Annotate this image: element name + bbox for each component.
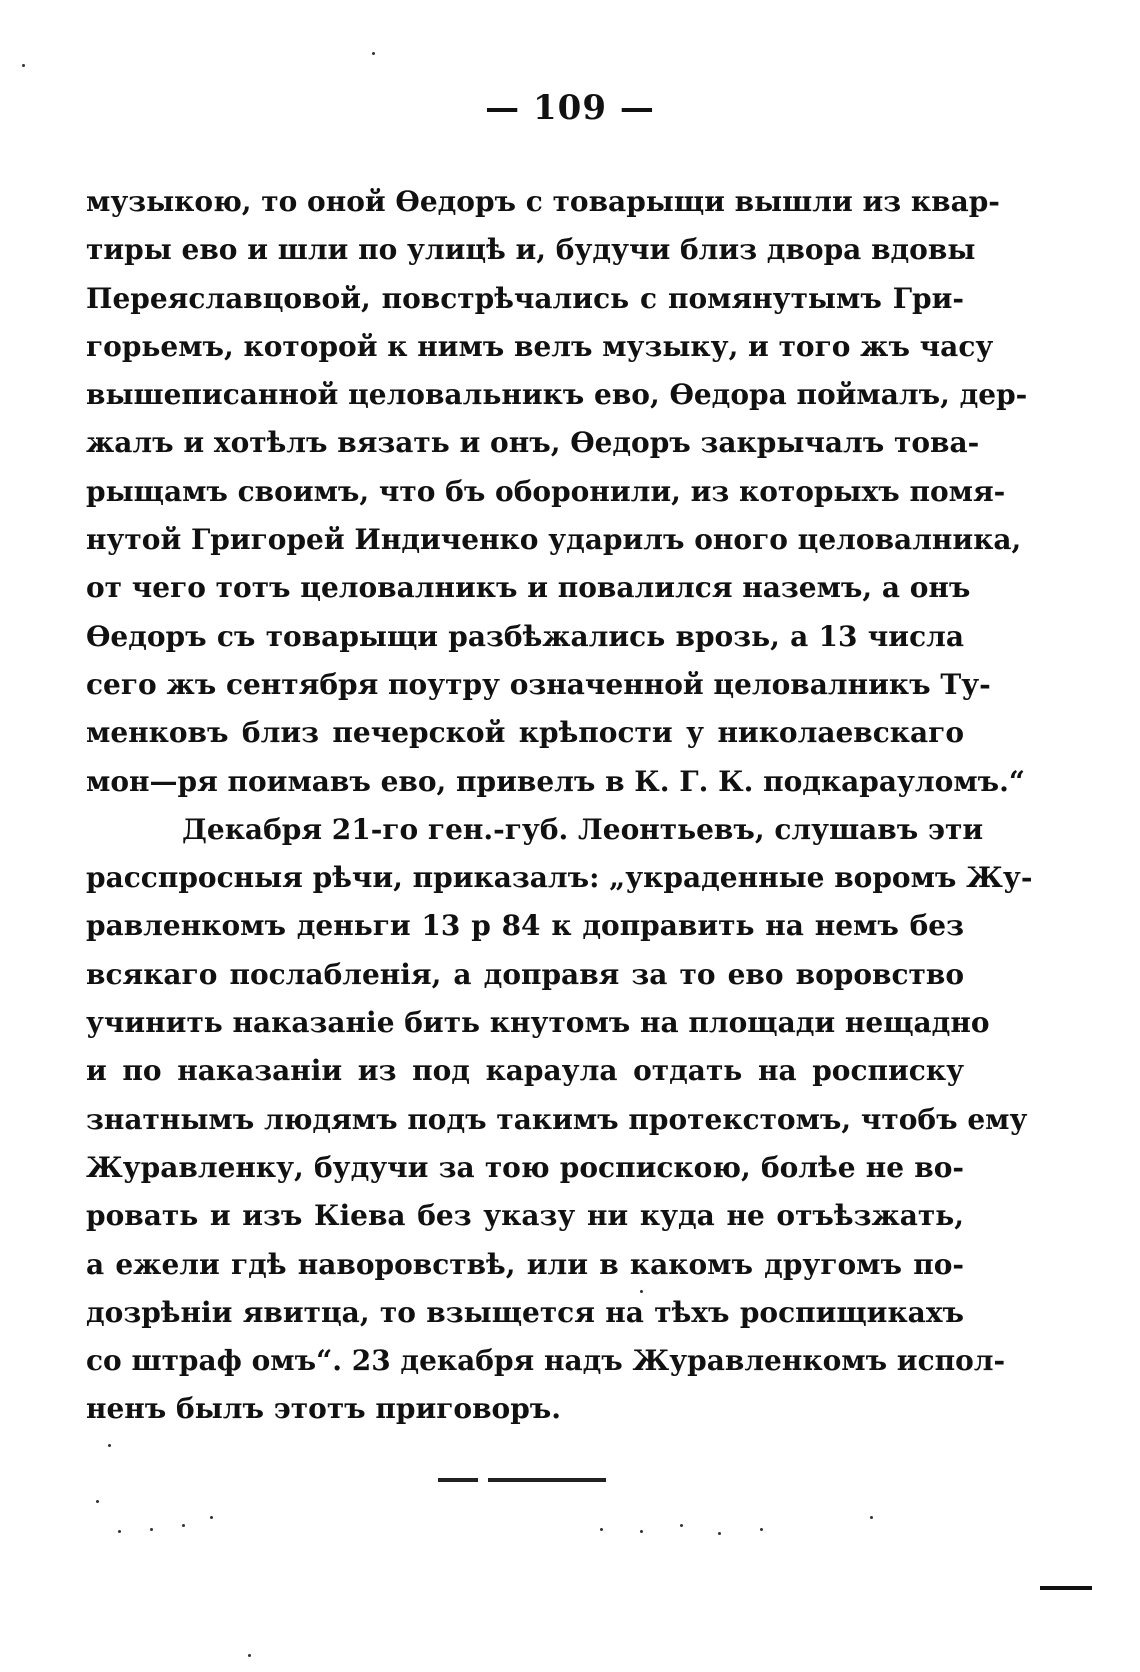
scan-speck <box>372 52 375 55</box>
scan-speck <box>210 1516 213 1519</box>
scan-speck <box>760 1528 763 1531</box>
scan-speck <box>600 1528 603 1531</box>
scan-speck <box>640 1290 643 1293</box>
scan-speck <box>870 1516 873 1519</box>
text-line: горьемъ, которой к нимъ велъ музыку, и того жъ часу <box>86 329 994 363</box>
text-line: тиры ево и шли по улицѣ и, будучи близ двора вдовы <box>86 233 976 267</box>
page-number: — 109 — <box>485 88 655 128</box>
text-line: рыщамъ своимъ, что бъ оборонили, из которыхъ помя- <box>86 474 1006 508</box>
scan-speck <box>680 1524 683 1527</box>
scan-speck <box>118 1530 121 1533</box>
body-text <box>86 178 1033 1434</box>
scan-speck <box>96 1500 99 1503</box>
scan-speck <box>248 1654 251 1657</box>
paragraph-last-line: ненъ былъ этотъ приговоръ. <box>86 1392 562 1426</box>
text-line: знатнымъ людямъ подъ такимъ протекстомъ, чтобъ ему <box>86 1102 1028 1136</box>
text-line: ровать и изъ Кіева без указу ни куда не отъѣзжать, <box>86 1199 964 1233</box>
text-line: равленкомъ деньги 13 р 84 к доправить на немъ без <box>86 909 964 943</box>
scan-speck <box>22 64 25 67</box>
scan-speck <box>108 1444 111 1447</box>
text-line: сего жъ сентября поутру означенной целовалникъ Ту- <box>86 667 991 701</box>
text-line: жалъ и хотѣлъ вязать и онъ, Өедоръ закрычалъ това- <box>86 426 980 460</box>
scan-speck <box>718 1532 721 1535</box>
paragraph-first-line: Декабря 21-го ген.-губ. Леонтьевъ, слушавъ эти <box>182 812 984 846</box>
text-line: всякаго послабленія, а доправя за то ево воровство <box>86 957 964 991</box>
text-line: а ежели гдѣ наворовствѣ, или в какомъ другомъ по- <box>86 1247 964 1281</box>
text-line: мон—ря поимавъ ево, привелъ в К. Г. К. подкарауломъ.“ <box>86 764 1025 798</box>
corner-dash <box>1040 1586 1092 1590</box>
section-end-rule <box>438 1478 606 1482</box>
text-line: учинить наказаніе бить кнутомъ на площади нещадно <box>86 1006 990 1040</box>
text-line: со штраф омъ“. 23 декабря надъ Журавленкомъ испол- <box>86 1344 1006 1378</box>
text-line: и по наказаніи из под караула отдать на росписку <box>86 1054 964 1088</box>
text-line: дозрѣніи явитца, то взыщется на тѣхъ роспищикахъ <box>86 1295 964 1329</box>
text-line: расспросныя рѣчи, приказалъ: „украденные воромъ Жу- <box>86 861 1033 895</box>
rule-gap <box>478 1477 488 1483</box>
text-line: Переяславцовой, повстрѣчались с помянутымъ Гри- <box>86 281 964 315</box>
scan-speck <box>640 1530 643 1533</box>
text-line: от чего тотъ целовалникъ и повалился наземъ, а онъ <box>86 571 971 605</box>
text-line: Өедоръ съ товарыщи разбѣжались врозь, а 13 числа <box>86 619 964 653</box>
text-line: музыкою, то оной Өедоръ с товарыщи вышли из квар- <box>86 185 1000 218</box>
text-line: менковъ близ печерской крѣпости у николаевскаго <box>86 716 964 750</box>
text-line: нутой Григорей Индиченко ударилъ оного целовалника, <box>86 523 1022 557</box>
scan-speck <box>182 1524 185 1527</box>
text-line: вышеписанной целовальникъ ево, Өедора поймалъ, дер- <box>86 378 1028 412</box>
scan-speck <box>150 1528 153 1531</box>
text-line: Журавленку, будучи за тою роспискою, болѣе не во- <box>86 1150 964 1184</box>
